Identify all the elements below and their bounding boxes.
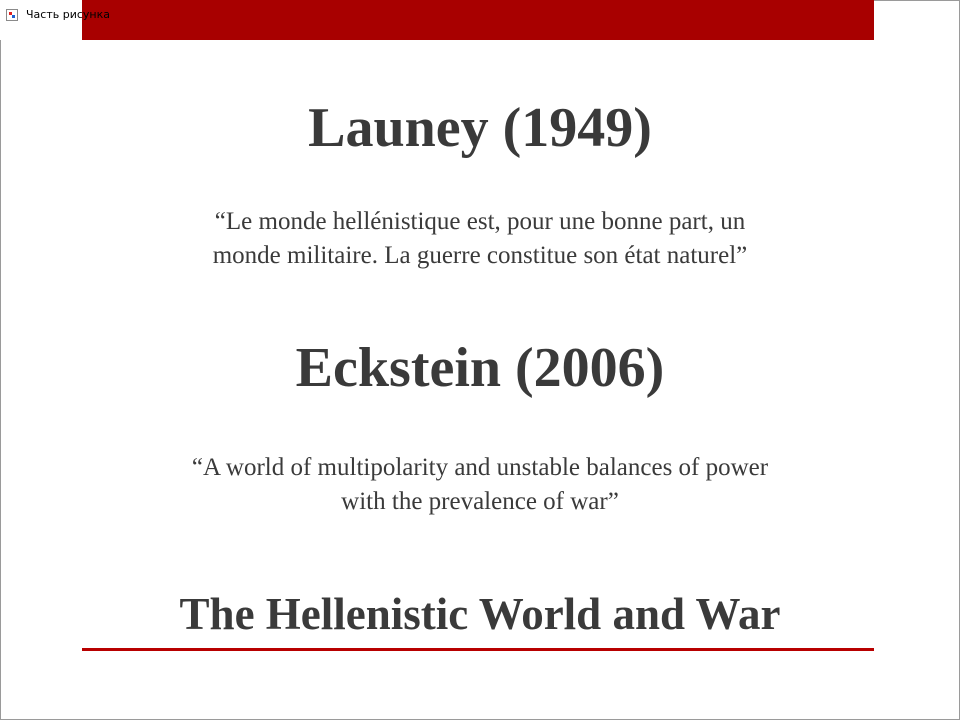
top-accent-bar xyxy=(82,0,874,40)
quote-eckstein: “A world of multipolarity and unstable balances of power with the prevalence of war” xyxy=(191,454,769,515)
quote-launey: “Le monde hellénistique est, pour une bonne part, un monde militaire. La guerre constitue son état naturel” xyxy=(212,208,748,269)
broken-image-placeholder xyxy=(0,0,110,40)
heading-eckstein: Eckstein (2006) xyxy=(295,337,665,399)
broken-image-alt-text: Часть рисунка xyxy=(26,8,110,21)
slide-title: The Hellenistic World and War xyxy=(179,589,781,639)
heading-launey: Launey (1949) xyxy=(308,97,652,159)
broken-image-icon xyxy=(6,9,18,21)
title-underline xyxy=(82,648,874,651)
